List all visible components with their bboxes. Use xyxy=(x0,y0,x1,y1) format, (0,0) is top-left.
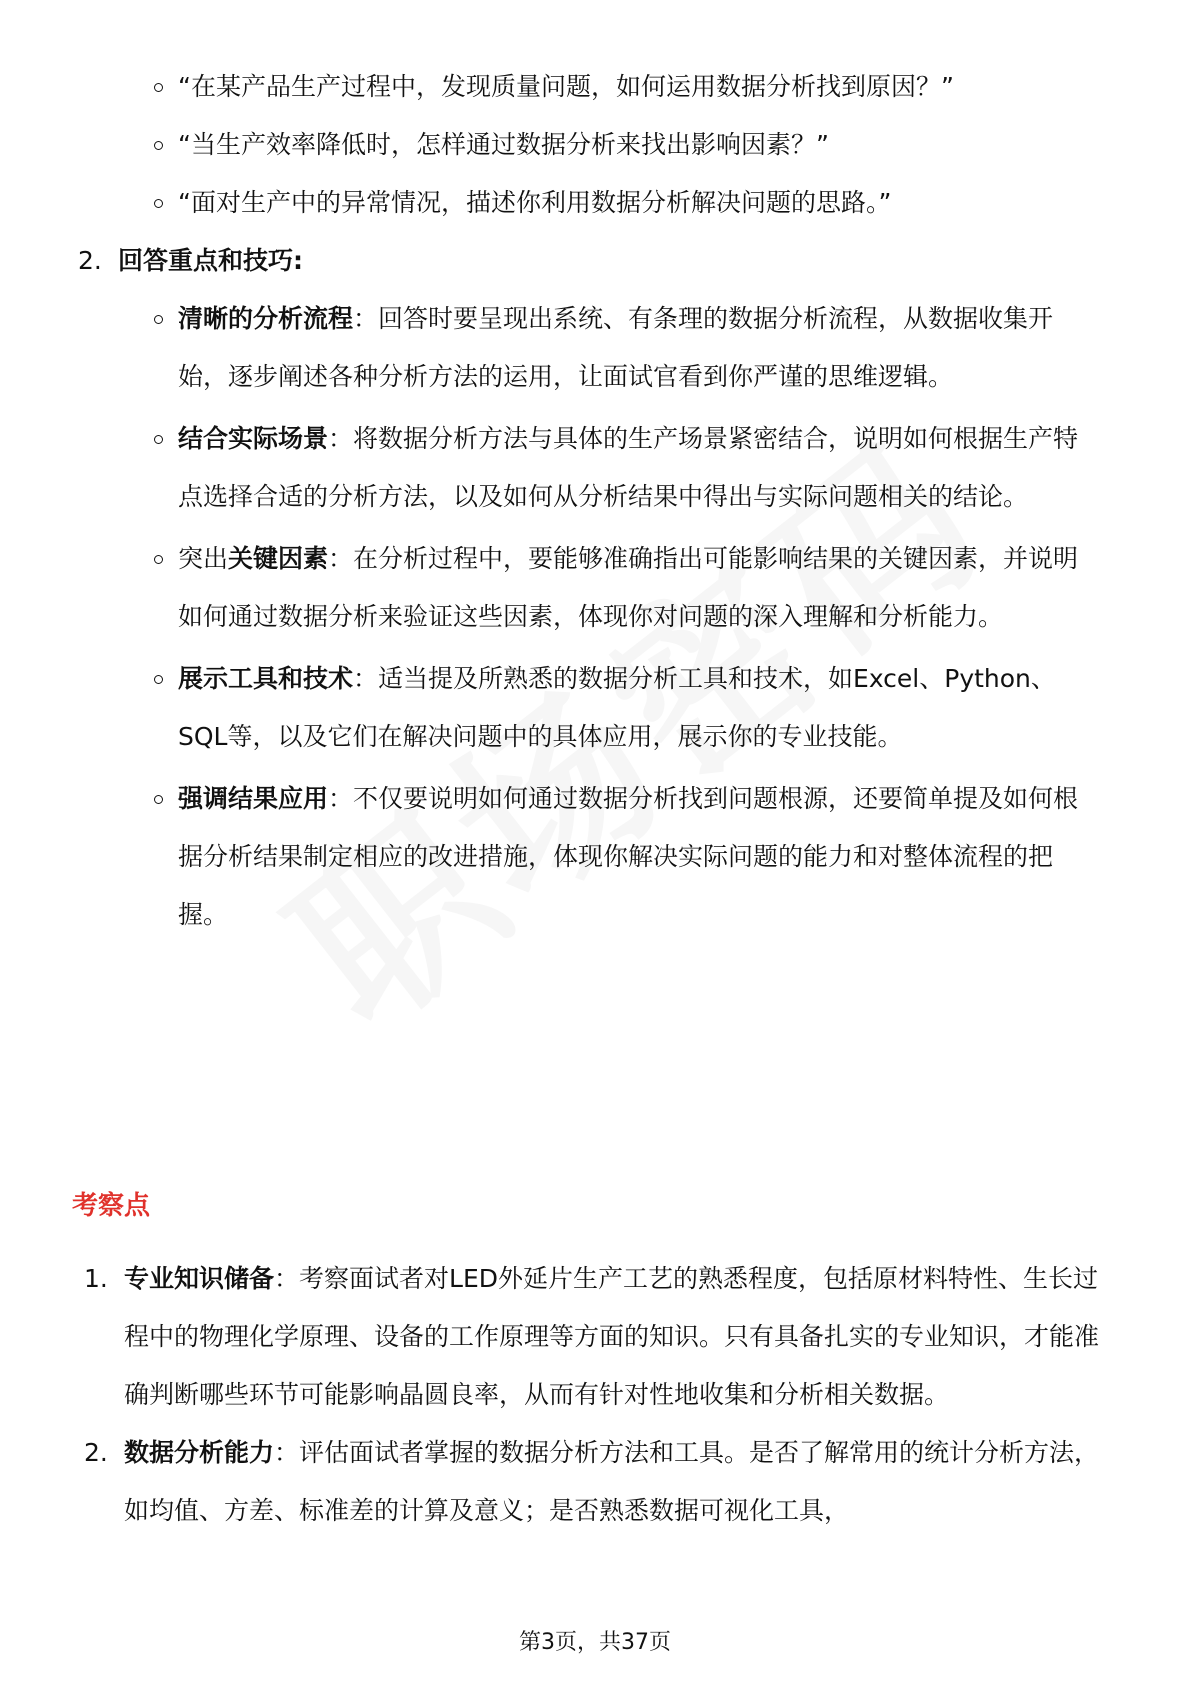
list-item xyxy=(152,530,1092,646)
page-footer: 第3页，共37页 xyxy=(519,1630,671,1655)
list-item: “面对生产中的异常情况，描述你利用数据分析解决问题的思路。” xyxy=(152,174,1112,232)
list-item: “在某产品生产过程中，发现质量问题，如何运用数据分析找到原因？” xyxy=(152,58,1112,116)
point-heading: 专业知识储备 xyxy=(124,1264,275,1293)
list-item xyxy=(84,1424,1114,1540)
list-item: “当生产效率降低时，怎样通过数据分析来找出影响因素？” xyxy=(152,116,1112,174)
list-item xyxy=(84,1250,1114,1424)
list-number: 2. xyxy=(84,1438,108,1467)
answer-section-heading xyxy=(78,232,1118,290)
question-examples-list xyxy=(152,58,1112,232)
tip-text: ：将数据分析方法与具体的生产场景紧密结合，说明如何根据生产特点选择合适的分析方法，以及如何从分析结果中得出与实际问题相关的结论。 xyxy=(178,424,1079,511)
section-heading: 回答重点和技巧: xyxy=(118,246,303,275)
tip-text: ：在分析过程中，要能够准确指出可能影响结果的关键因素，并说明如何通过数据分析来验证这些因素，体现你对问题的深入理解和分析能力。 xyxy=(178,544,1079,631)
list-item xyxy=(152,650,1092,766)
examination-points-list xyxy=(84,1250,1114,1540)
tips-list xyxy=(152,290,1092,944)
list-item xyxy=(152,770,1092,944)
tip-prefix: 突出 xyxy=(178,544,229,573)
tip-heading: 关键因素 xyxy=(228,544,329,573)
point-text: ：评估面试者掌握的数据分析方法和工具。是否了解常用的统计分析方法，如均值、方差、标准差的计算及意义；是否熟悉数据可视化工具， xyxy=(124,1438,1100,1525)
tip-heading: 展示工具和技术 xyxy=(178,664,354,693)
tip-heading: 强调结果应用 xyxy=(178,784,329,813)
tip-text: ：不仅要说明如何通过数据分析找到问题根源，还要简单提及如何根据分析结果制定相应的改进措施，体现你解决实际问题的能力和对整体流程的把握。 xyxy=(178,784,1079,929)
point-heading: 数据分析能力 xyxy=(124,1438,275,1467)
point-text: ：考察面试者对LED外延片生产工艺的熟悉程度，包括原材料特性、生长过程中的物理化学原理、设备的工作原理等方面的知识。只有具备扎实的专业知识，才能准确判断哪些环节可能影响晶圆良率，从而有针对性地收集和分析相关数据。 xyxy=(124,1264,1100,1409)
list-item xyxy=(152,410,1092,526)
list-item xyxy=(152,290,1092,406)
answer-section xyxy=(78,232,1118,944)
list-number: 1. xyxy=(84,1264,108,1293)
tip-heading: 清晰的分析流程 xyxy=(178,304,354,333)
tip-text: ：适当提及所熟悉的数据分析工具和技术，如Excel、Python、SQL等，以及它们在解决问题中的具体应用，展示你的专业技能。 xyxy=(178,664,1056,751)
section-title: 考察点 xyxy=(72,1191,151,1221)
tip-heading: 结合实际场景 xyxy=(178,424,329,453)
tip-text: ：回答时要呈现出系统、有条理的数据分析流程，从数据收集开始，逐步阐述各种分析方法的运用，让面试官看到你严谨的思维逻辑。 xyxy=(178,304,1054,391)
list-number: 2. xyxy=(78,246,102,275)
